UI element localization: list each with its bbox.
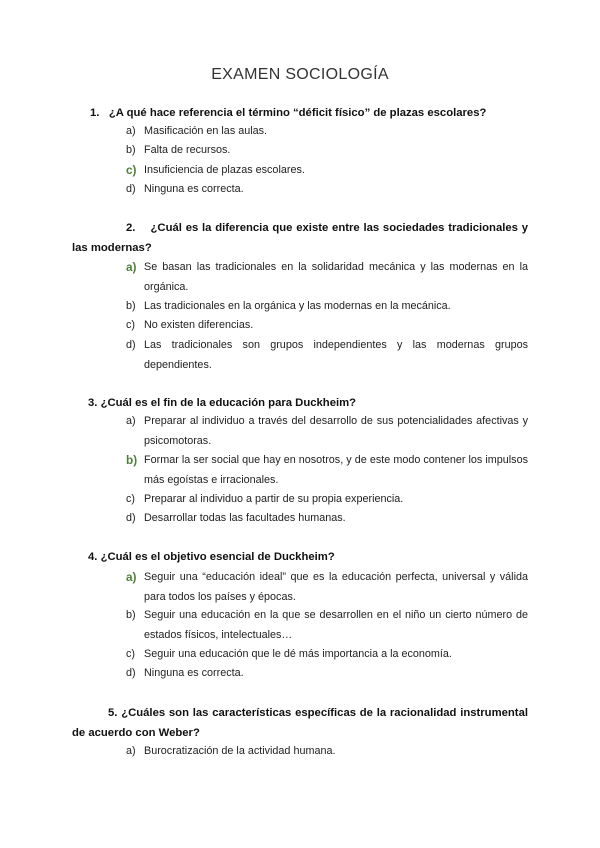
option-letter: b) — [126, 609, 136, 621]
option-3a — [126, 412, 528, 451]
option-text: Ninguna es correcta. — [144, 183, 244, 195]
option-text: Desarrollar todas las facultades humanas. — [144, 512, 346, 524]
option-text: No existen diferencias. — [144, 319, 254, 331]
option-text: Se basan las tradicionales en la solidaridad mecánica y las modernas en la orgánica. — [144, 261, 528, 293]
option-letter: c) — [126, 319, 135, 331]
option-1b — [126, 141, 528, 161]
option-3b — [126, 451, 528, 490]
option-letter: d) — [126, 667, 136, 679]
option-2a — [126, 258, 528, 297]
option-text: Preparar al individuo a través del desarrollo de sus potencialidades afectivas y psicomotoras. — [144, 415, 528, 447]
question-number: 2. — [126, 222, 136, 234]
option-4d — [126, 664, 528, 684]
question-text: ¿Cuál es la diferencia que existe entre las sociedades tradicionales y las modernas? — [72, 222, 528, 254]
option-letter: d) — [126, 183, 136, 195]
question-number: 4. — [88, 551, 98, 563]
option-4a — [126, 568, 528, 607]
option-text: Las tradicionales son grupos independientes y las modernas grupos dependientes. — [144, 339, 528, 371]
option-letter: c) — [126, 493, 135, 505]
option-1c — [126, 161, 528, 181]
question-3 — [88, 393, 528, 413]
option-letter: a) — [126, 125, 136, 137]
option-letter: a) — [126, 415, 136, 427]
option-1a — [126, 122, 528, 142]
document-title: EXAMEN SOCIOLOGÍA — [211, 66, 389, 83]
option-text: Seguir una educación en la que se desarrollen en el niño un cierto número de estados físicos, intelectuales… — [144, 609, 528, 641]
option-4b — [126, 606, 528, 645]
question-2 — [72, 218, 528, 258]
option-letter-correct: a) — [126, 570, 137, 584]
option-text: Preparar al individuo a partir de su propia experiencia. — [144, 493, 404, 505]
question-number: 3. — [88, 397, 98, 409]
question-number: 1. — [90, 107, 100, 119]
option-text: Seguir una educación que le dé más importancia a la economía. — [144, 648, 452, 660]
option-2d — [126, 336, 528, 375]
option-1d — [126, 180, 528, 200]
option-letter-correct: a) — [126, 260, 137, 274]
question-5 — [72, 703, 528, 743]
question-text: ¿A qué hace referencia el término “déficit físico” de plazas escolares? — [108, 107, 487, 119]
question-text: ¿Cuál es el objetivo esencial de Duckheim? — [100, 551, 335, 563]
question-1 — [90, 103, 528, 123]
option-2c — [126, 316, 528, 336]
option-3c — [126, 490, 528, 510]
question-4 — [88, 547, 528, 567]
option-letter: a) — [126, 745, 136, 757]
option-5a — [126, 742, 528, 762]
option-letter: c) — [126, 648, 135, 660]
option-2b — [126, 297, 528, 317]
option-letter-correct: b) — [126, 453, 138, 467]
option-text: Burocratización de la actividad humana. — [144, 745, 336, 757]
option-letter-correct: c) — [126, 163, 137, 177]
option-text: Falta de recursos. — [144, 144, 231, 156]
option-text: Formar la ser social que hay en nosotros, y de este modo contener los impulsos más egoístas e irracionales. — [144, 454, 528, 486]
option-letter: b) — [126, 144, 136, 156]
question-number: 5. — [108, 707, 118, 719]
option-4c — [126, 645, 528, 665]
option-text: Seguir una “educación ideal” que es la educación perfecta, universal y válida para todos los países y épocas. — [144, 571, 528, 603]
option-letter: d) — [126, 339, 136, 351]
option-letter: b) — [126, 300, 136, 312]
question-text: ¿Cuáles son las características específicas de la racionalidad instrumental de acuerdo con Weber? — [72, 707, 528, 739]
option-text: Las tradicionales en la orgánica y las modernas en la mecánica. — [144, 300, 451, 312]
option-text: Masificación en las aulas. — [144, 125, 268, 137]
option-letter: d) — [126, 512, 136, 524]
option-text: Insuficiencia de plazas escolares. — [144, 164, 305, 176]
option-text: Ninguna es correcta. — [144, 667, 244, 679]
option-3d — [126, 509, 528, 529]
question-text: ¿Cuál es el fin de la educación para Duckheim? — [100, 397, 357, 409]
